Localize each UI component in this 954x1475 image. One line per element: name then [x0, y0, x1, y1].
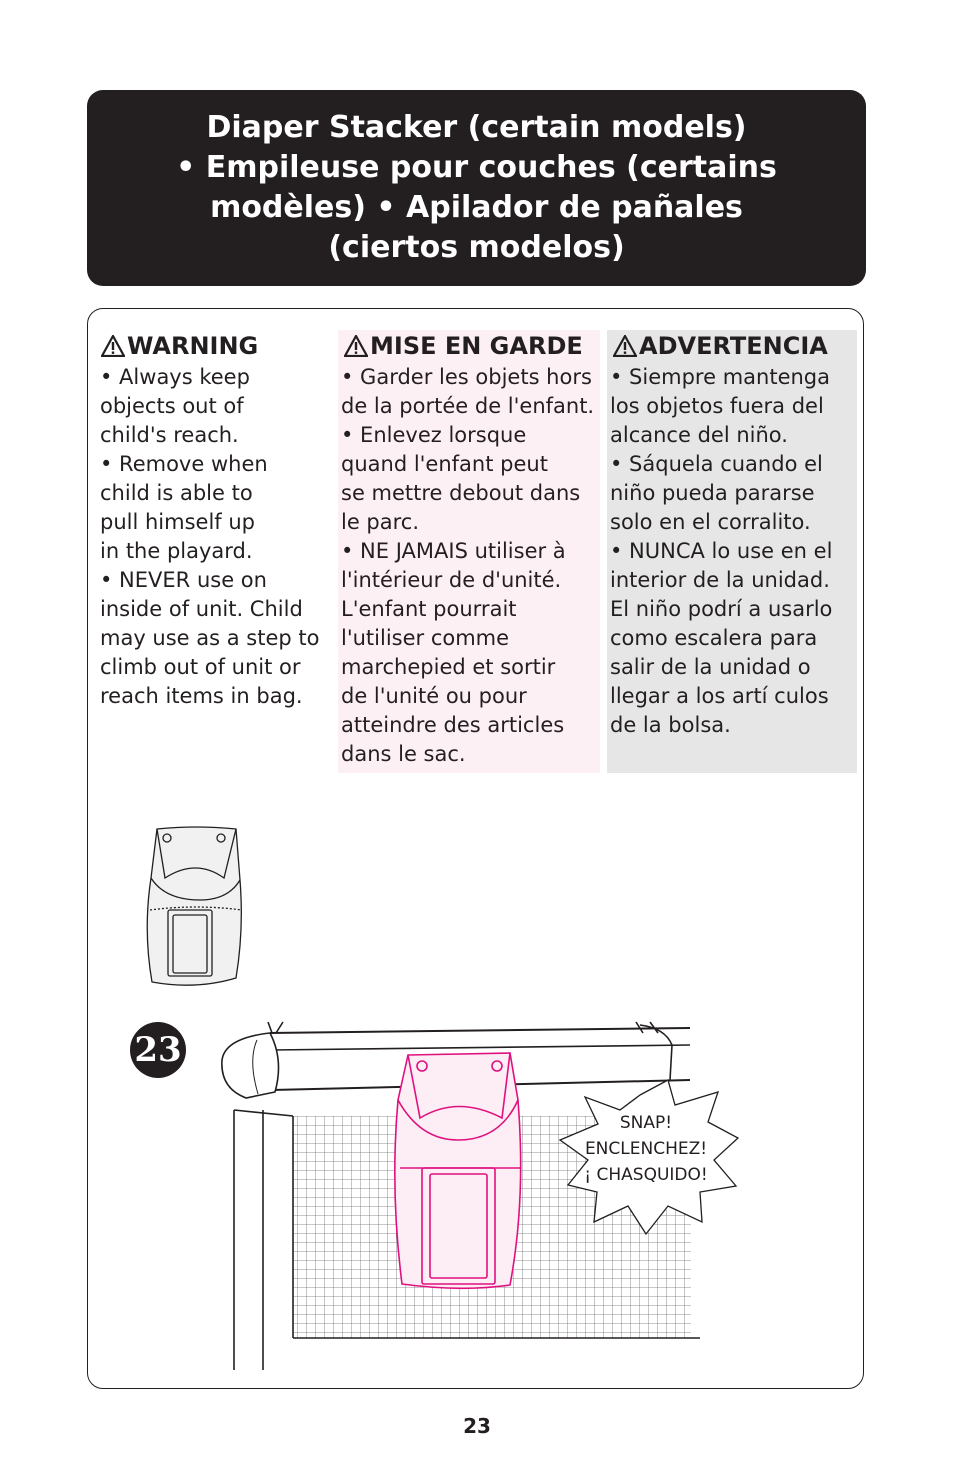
callout-line: ¡ CHASQUIDO! [584, 1165, 708, 1185]
text-line: de la bolsa. [610, 713, 731, 737]
page-number: 23 [463, 1414, 491, 1438]
title-line-3: modèles) • Apilador de pañales [210, 190, 743, 225]
text-line: objects out of [100, 394, 244, 418]
callout-line: SNAP! [619, 1113, 673, 1133]
text-line: llegar a los artí culos [610, 684, 829, 708]
warning-heading-label: ADVERTENCIA [639, 332, 828, 360]
title-line-4: (ciertos modelos) [328, 230, 625, 265]
text-line: • Sáquela cuando el [610, 452, 823, 476]
text-line: se mettre debout dans [341, 481, 581, 505]
text-line: niño pueda pararse [610, 481, 815, 505]
text-line: reach items in bag. [100, 684, 303, 708]
text-line: inside of unit. Child [100, 597, 303, 621]
text-line: • NEVER use on [100, 568, 267, 592]
text-line: de l'unité ou pour [341, 684, 527, 708]
text-line: • NE JAMAIS utiliser à [341, 539, 566, 563]
text-line: marchepied et sortir [341, 655, 556, 679]
text-line: quand l'enfant peut [341, 452, 548, 476]
text-line: child is able to [100, 481, 253, 505]
text-line: dans le sac. [341, 742, 466, 766]
text-line: interior de la unidad. [610, 568, 830, 592]
text-line: de la portée de l'enfant. [341, 394, 595, 418]
text-line: L'enfant pourrait [341, 597, 517, 621]
warning-heading-label: WARNING [127, 332, 259, 360]
text-line: • Enlevez lorsque [341, 423, 527, 447]
text-line: • Always keep [100, 365, 250, 389]
text-line: como escalera para [610, 626, 818, 650]
text-line: may use as a step to [100, 626, 320, 650]
step-number-badge: 23 [130, 1022, 186, 1078]
text-line: pull himself up [100, 510, 255, 534]
text-line: child's reach. [100, 423, 239, 447]
title-line-1: Diaper Stacker (certain models) [206, 110, 747, 145]
text-line: atteindre des articles [341, 713, 565, 737]
text-line: l'intérieur de d'unité. [341, 568, 562, 592]
diaper-stacker-highlighted [395, 1053, 521, 1288]
text-line: • Garder les objets hors [341, 365, 592, 389]
callout-line: ENCLENCHEZ! [584, 1139, 708, 1159]
text-line: climb out of unit or [100, 655, 301, 679]
diaper-stacker-thumbnail [147, 827, 242, 985]
snap-callout-text [566, 1110, 726, 1188]
warning-heading-label: MISE EN GARDE [370, 332, 583, 360]
text-line: • Remove when [100, 452, 268, 476]
text-line: l'utiliser comme [341, 626, 510, 650]
text-line: alcance del niño. [610, 423, 788, 447]
text-line: solo en el corralito. [610, 510, 811, 534]
text-line: salir de la unidad o [610, 655, 811, 679]
text-line: • Siempre mantenga [610, 365, 830, 389]
title-line-2: • Empileuse pour couches (certains [176, 150, 777, 185]
text-line: los objetos fuera del [610, 394, 824, 418]
text-line: • NUNCA lo use en el [610, 539, 833, 563]
text-line: in the playard. [100, 539, 253, 563]
text-line: le parc. [341, 510, 420, 534]
text-line: El niño podrí a usarlo [610, 597, 833, 621]
